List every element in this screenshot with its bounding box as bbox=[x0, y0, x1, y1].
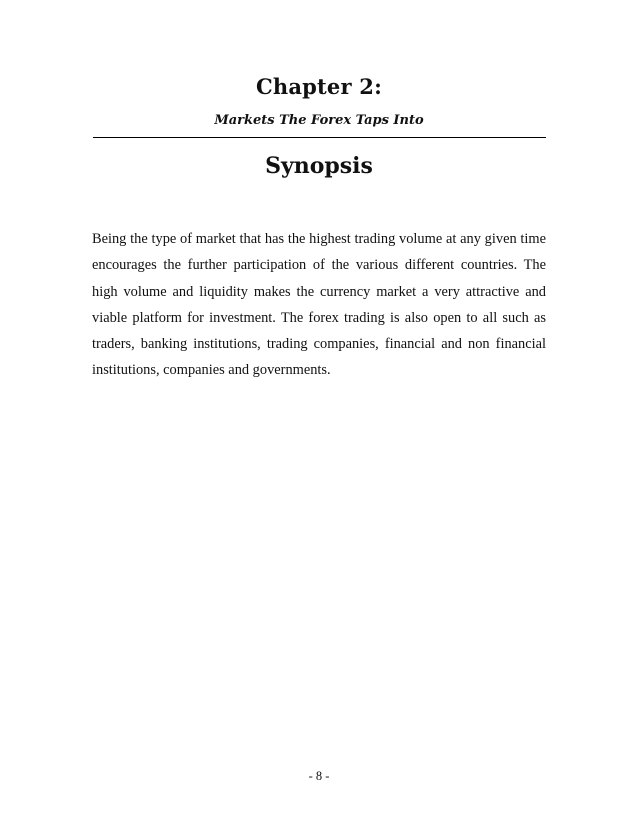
body-paragraph: Being the type of market that has the highest trading volume at any given time encourages the further participation of the various different countries. The high volume and liquidity makes the currency market a very attractive and viable platform for investment. The forex trading is also open to all such as traders, banking institutions, trading companies, financial and non financial institutions, companies and governments. bbox=[92, 231, 546, 379]
horizontal-rule bbox=[93, 137, 546, 138]
section-title: Synopsis bbox=[265, 153, 373, 179]
chapter-title: Chapter 2: bbox=[255, 74, 383, 99]
page-number: - 8 - bbox=[308, 769, 330, 783]
chapter-subtitle: Markets The Forex Taps Into bbox=[214, 113, 424, 128]
